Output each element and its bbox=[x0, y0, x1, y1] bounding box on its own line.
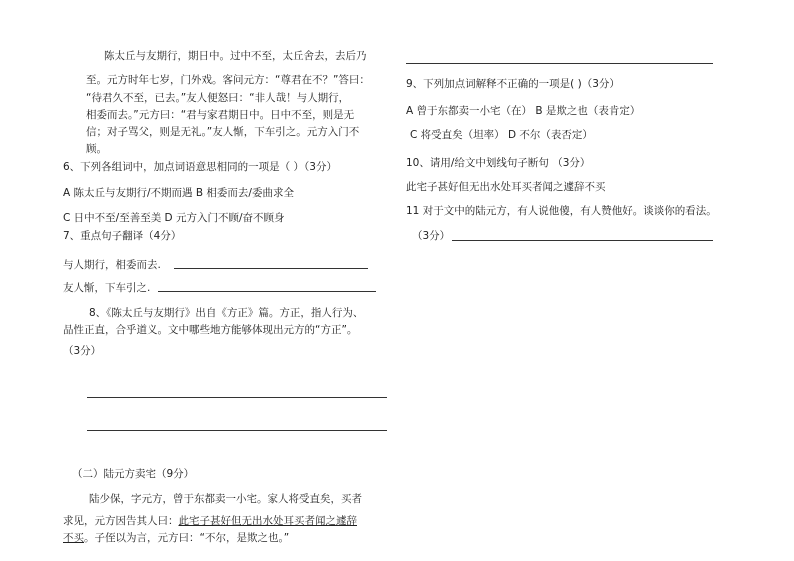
q9-stem: 9、下列加点词解释不正确的一项是( )（3分） bbox=[406, 78, 620, 90]
q6-stem: 6、下列各组词中，加点词语意思相同的一项是（ ）（3分） bbox=[63, 161, 337, 173]
passage2-line: 陆少保，字元方，曾于东都卖一小宅。家人将受直矣，买者 bbox=[89, 493, 362, 505]
passage1-line: 顾。 bbox=[86, 143, 107, 155]
q7-sentence-2: 友人惭，下车引之. bbox=[63, 282, 151, 294]
passage2-line bbox=[63, 531, 289, 545]
q8-answer-line-2[interactable] bbox=[87, 430, 387, 431]
passage1-line: 信；对子骂父，则是无礼。”友人惭，下车引之。元方入门不 bbox=[86, 126, 360, 138]
q8-line-1: 8、《陈太丘与友期行》出自《方正》篇。方正，指人行为、 bbox=[89, 307, 364, 319]
passage1-line: “待君久不至，已去。”友人便怒曰：“非人哉！与人期行， bbox=[86, 92, 350, 104]
q6-options-cd: C 日中不至/至善至美 D 元方入门不顾/奋不顾身 bbox=[63, 212, 285, 224]
q6-options-ab: A 陈太丘与友期行/不期而遇 B 相委而去/委曲求全 bbox=[63, 187, 294, 199]
passage1-line: 陈太丘与友期行，期日中。过中不至，太丘舍去，去后乃 bbox=[104, 50, 367, 62]
q11-score: （3分） bbox=[412, 230, 451, 242]
q10-sentence: 此宅子甚好但无出水处耳买者闻之遽辞不买 bbox=[406, 181, 606, 193]
passage2-text: 。子侄以为言，元方曰：“不尔，是欺之也。” bbox=[84, 532, 290, 544]
q9-options-ab: A 曾于东都卖一小宅（在） B 是欺之也（表肯定） bbox=[406, 105, 641, 117]
passage2-text: 求见，元方因告其人曰： bbox=[63, 515, 179, 527]
section-2-title: （二）陆元方卖宅（9分） bbox=[72, 468, 195, 480]
q8-answer-line-1[interactable] bbox=[87, 397, 387, 398]
q7-stem: 7、重点句子翻译（4分） bbox=[63, 230, 182, 242]
passage1-line: 至。元方时年七岁，门外戏。客问元方：“尊君在不？”答曰： bbox=[86, 74, 370, 86]
underlined-sentence: 此宅子甚好但无出水处耳买者闻之遽辞 bbox=[178, 515, 357, 527]
q11-answer-line[interactable] bbox=[452, 240, 713, 241]
q7-sentence-1: 与人期行，相委而去. bbox=[63, 259, 161, 271]
q9-options-cd: C 将受直矣（坦率） D 不尔（表否定） bbox=[410, 129, 593, 141]
q7-answer-line-1[interactable] bbox=[174, 268, 368, 269]
q8-line-2: 品性正直，合乎道义。文中哪些地方能够体现出元方的“方正”。 bbox=[63, 324, 358, 336]
q10-stem: 10、请用/给文中划线句子断句 （3分） bbox=[406, 157, 591, 169]
top-answer-line[interactable] bbox=[406, 63, 713, 64]
passage1-line: 相委而去。”元方曰：“君与家君期日中。日中不至，则是无 bbox=[86, 109, 355, 121]
q8-score: （3分） bbox=[63, 345, 102, 357]
q7-answer-line-2[interactable] bbox=[158, 291, 376, 292]
underlined-sentence-end: 不买 bbox=[63, 532, 84, 544]
q11-stem: 11 对于文中的陆元方，有人说他傻，有人赞他好。谈谈你的看法。 bbox=[406, 205, 717, 217]
passage2-line bbox=[63, 514, 357, 528]
